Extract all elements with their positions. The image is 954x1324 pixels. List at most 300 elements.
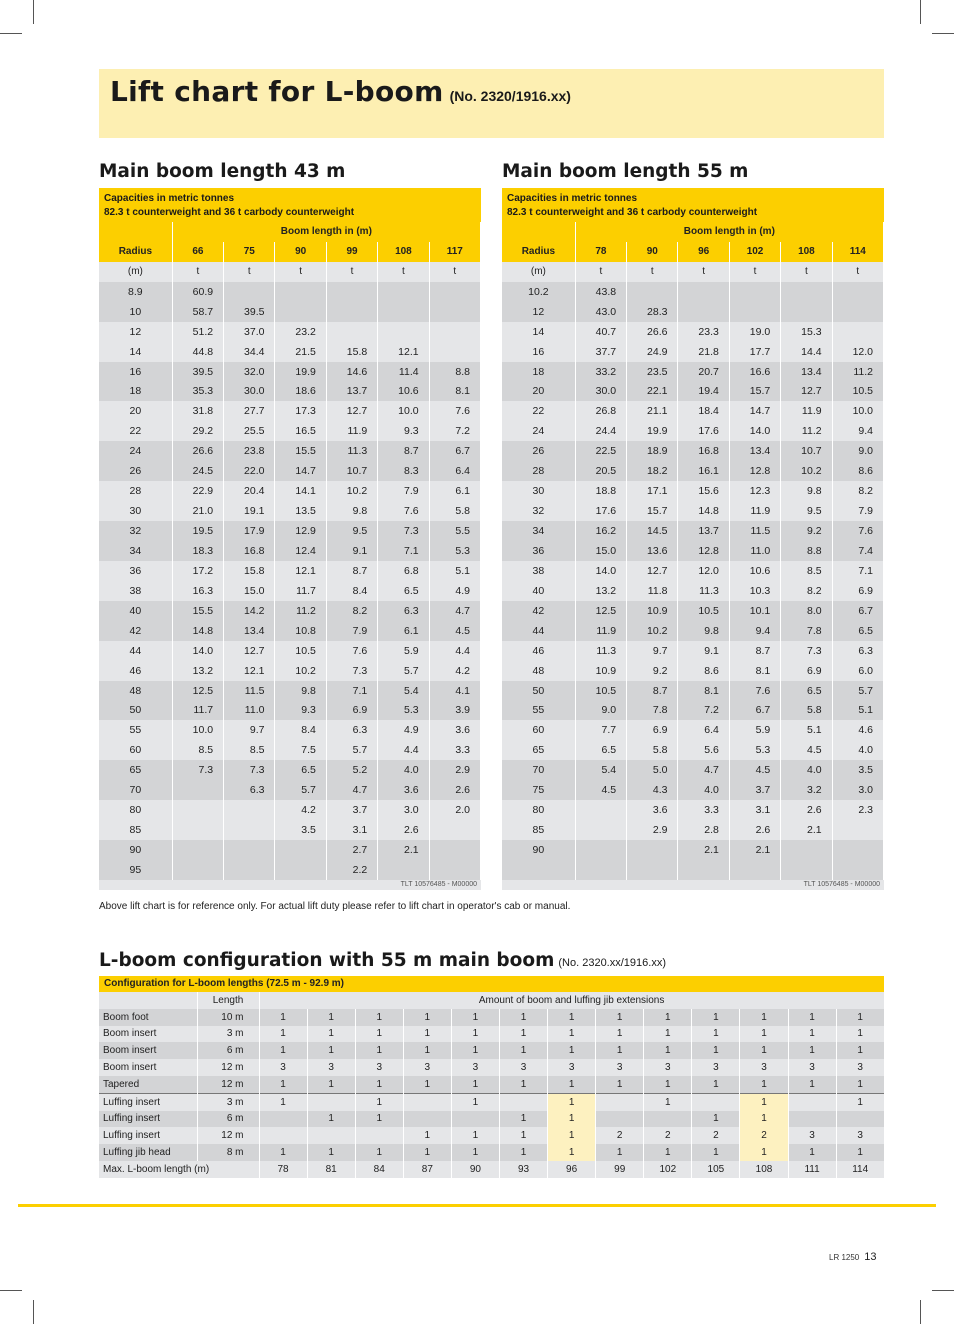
component-count: 3 [836, 1127, 884, 1144]
capacity-cell: 13.7 [326, 382, 377, 402]
unit-cell: t [172, 262, 223, 282]
capacity-cell: 4.5 [729, 760, 780, 780]
capacity-cell: 5.9 [729, 720, 780, 740]
capacity-cell: 6.1 [378, 621, 429, 641]
table-row [502, 840, 884, 860]
capacity-cell: 21.1 [627, 401, 678, 421]
component-count: 1 [499, 1127, 547, 1144]
page-title-sub: (No. 2320/1916.xx) [449, 88, 571, 104]
max-length-value: 93 [499, 1161, 547, 1178]
capacity-cell: 7.5 [275, 740, 326, 760]
component-count: 1 [259, 1009, 307, 1026]
boom-length-header [502, 222, 884, 242]
capacity-cell: 21.5 [275, 342, 326, 362]
capacity-cell: 16.3 [172, 581, 223, 601]
capacity-cell: 18.9 [627, 441, 678, 461]
left-lift-table [99, 188, 481, 890]
capacity-cell: 14.8 [172, 621, 223, 641]
radius-cell: 12 [502, 302, 575, 322]
table-row [99, 840, 481, 860]
component-count [403, 1111, 451, 1128]
capacity-cell: 9.5 [781, 501, 832, 521]
capacity-cell [781, 302, 832, 322]
capacity-cell: 8.8 [429, 362, 480, 382]
component-count: 1 [740, 1093, 788, 1110]
component-count [836, 1111, 884, 1128]
capacity-cell: 40.7 [575, 322, 626, 342]
capacity-cell [575, 800, 626, 820]
table-code: TLT 10576485 - M00000 [99, 880, 481, 890]
capacity-cell: 12.1 [378, 342, 429, 362]
capacity-cell: 2.1 [378, 840, 429, 860]
capacity-cell: 51.2 [172, 322, 223, 342]
capacity-cell: 22.5 [575, 441, 626, 461]
table-row [99, 461, 481, 481]
bottom-rule [18, 1204, 936, 1207]
unit-cell: t [224, 262, 275, 282]
capacity-cell: 8.2 [326, 601, 377, 621]
capacity-cell: 9.4 [729, 621, 780, 641]
capacity-cell: 18.8 [575, 481, 626, 501]
capacity-cell: 15.8 [224, 561, 275, 581]
component-length: 3 m [197, 1026, 259, 1043]
capacity-cell: 11.9 [575, 621, 626, 641]
component-count: 1 [692, 1144, 740, 1161]
capacity-cell: 10.2 [781, 461, 832, 481]
capacity-cell: 3.7 [729, 780, 780, 800]
capacity-cell: 2.6 [378, 820, 429, 840]
radius-cell: 10 [99, 302, 172, 322]
max-length-value: 105 [692, 1161, 740, 1178]
capacity-cell [781, 282, 832, 302]
capacity-cell: 12.0 [678, 561, 729, 581]
capacity-cell: 14.1 [275, 481, 326, 501]
capacity-cell: 15.3 [781, 322, 832, 342]
radius-cell: 30 [502, 481, 575, 501]
table-row [502, 382, 884, 402]
table-row [99, 501, 481, 521]
capacity-cell: 14.5 [627, 521, 678, 541]
component-count: 1 [307, 1009, 355, 1026]
radius-cell: 16 [502, 342, 575, 362]
component-count: 1 [644, 1076, 692, 1093]
table-row [99, 382, 481, 402]
radius-cell: 60 [502, 720, 575, 740]
capacity-cell: 2.6 [781, 800, 832, 820]
capacity-cell: 14.0 [172, 641, 223, 661]
component-name: Luffing insert [99, 1127, 197, 1144]
capacity-cell: 10.8 [275, 621, 326, 641]
blank-cell [99, 992, 197, 1009]
capacity-cell: 3.0 [378, 800, 429, 820]
component-count: 1 [644, 1009, 692, 1026]
capacity-cell: 4.7 [678, 760, 729, 780]
config-row [99, 1009, 884, 1026]
capacity-cell [832, 282, 883, 302]
units-row [502, 262, 884, 282]
component-count: 1 [740, 1076, 788, 1093]
component-length: 8 m [197, 1144, 259, 1161]
component-count: 1 [499, 1076, 547, 1093]
capacity-cell: 35.3 [172, 382, 223, 402]
component-count: 1 [307, 1111, 355, 1128]
table-row [502, 322, 884, 342]
radius-cell: 28 [502, 461, 575, 481]
capacity-cell: 15.5 [275, 441, 326, 461]
capacity-cell: 6.5 [275, 760, 326, 780]
component-count: 1 [307, 1076, 355, 1093]
radius-cell: 18 [502, 362, 575, 382]
radius-cell: 24 [99, 441, 172, 461]
capacity-cell: 12.0 [832, 342, 883, 362]
capacity-cell: 8.0 [781, 601, 832, 621]
capacity-cell: 20.4 [224, 481, 275, 501]
component-count: 1 [307, 1026, 355, 1043]
table-row [502, 362, 884, 382]
capacity-cell: 30.0 [575, 382, 626, 402]
capacity-cell: 9.8 [781, 481, 832, 501]
radius-cell: 85 [502, 820, 575, 840]
capacity-cell [627, 860, 678, 880]
capacity-cell: 18.6 [275, 382, 326, 402]
table-row [99, 740, 481, 760]
capacity-cell: 7.3 [326, 661, 377, 681]
table-row [502, 561, 884, 581]
capacity-cell: 4.4 [429, 641, 480, 661]
capacity-cell: 9.8 [678, 621, 729, 641]
capacity-cell [378, 282, 429, 302]
component-length: 12 m [197, 1076, 259, 1093]
capacity-cell: 23.5 [627, 362, 678, 382]
capacity-cell: 14.0 [729, 421, 780, 441]
radius-cell: 22 [502, 401, 575, 421]
component-count: 3 [596, 1059, 644, 1076]
capacity-cell: 22.9 [172, 481, 223, 501]
max-length-value: 99 [596, 1161, 644, 1178]
capacity-cell: 10.9 [575, 661, 626, 681]
component-length: 10 m [197, 1009, 259, 1026]
radius-cell: 20 [99, 401, 172, 421]
column-header-row [502, 242, 884, 262]
max-length-value: 81 [307, 1161, 355, 1178]
right-grid [502, 222, 884, 880]
component-count: 1 [740, 1026, 788, 1043]
capacity-cell: 12.5 [575, 601, 626, 621]
radius-cell: 90 [99, 840, 172, 860]
radius-cell: 20 [502, 382, 575, 402]
boom-length-label: Boom length in (m) [172, 222, 480, 242]
table-row [502, 760, 884, 780]
capacity-cell: 12.3 [729, 481, 780, 501]
capacity-cell: 10.6 [378, 382, 429, 402]
capacity-cell: 5.3 [378, 701, 429, 721]
capacity-cell: 5.4 [378, 681, 429, 701]
capacity-cell: 16.2 [575, 521, 626, 541]
capacity-cell: 10.9 [627, 601, 678, 621]
capacity-cell: 16.5 [275, 421, 326, 441]
table-row [99, 720, 481, 740]
component-count [692, 1093, 740, 1110]
capacity-cell: 3.7 [326, 800, 377, 820]
radius-cell: 36 [502, 541, 575, 561]
component-count: 1 [355, 1076, 403, 1093]
component-count: 1 [451, 1042, 499, 1059]
capacity-cell: 13.5 [275, 501, 326, 521]
radius-cell: 85 [99, 820, 172, 840]
component-count: 1 [548, 1111, 596, 1128]
capacity-cell: 44.8 [172, 342, 223, 362]
capacity-cell: 19.4 [678, 382, 729, 402]
capacity-cell: 5.2 [326, 760, 377, 780]
table-row [502, 481, 884, 501]
radius-cell: 42 [502, 601, 575, 621]
capacity-cell: 15.0 [575, 541, 626, 561]
capacity-cell: 19.9 [627, 421, 678, 441]
right-lift-table [502, 188, 884, 890]
component-count: 1 [788, 1144, 836, 1161]
max-length-value: 96 [548, 1161, 596, 1178]
component-count: 1 [259, 1144, 307, 1161]
table-row [99, 760, 481, 780]
radius-cell: 24 [502, 421, 575, 441]
capacity-cell: 8.5 [781, 561, 832, 581]
capacity-cell: 6.5 [781, 681, 832, 701]
capacity-cell: 2.8 [678, 820, 729, 840]
capacity-cell: 7.8 [627, 701, 678, 721]
radius-cell: 38 [502, 561, 575, 581]
component-count: 3 [451, 1059, 499, 1076]
capacity-cell: 11.3 [326, 441, 377, 461]
capacity-cell: 12.1 [275, 561, 326, 581]
capacity-cell: 7.3 [224, 760, 275, 780]
component-count: 1 [355, 1042, 403, 1059]
capacity-cell: 11.0 [729, 541, 780, 561]
max-length-value: 84 [355, 1161, 403, 1178]
capacity-cell: 12.7 [224, 641, 275, 661]
length-header: Length [197, 992, 259, 1009]
capacity-cell: 9.8 [275, 681, 326, 701]
capacity-cell: 28.3 [627, 302, 678, 322]
capacity-cell: 11.5 [224, 681, 275, 701]
radius-cell: 32 [502, 501, 575, 521]
capacity-cell: 8.1 [729, 661, 780, 681]
capacity-cell: 24.9 [627, 342, 678, 362]
config-row [99, 1127, 884, 1144]
capacity-cell: 8.7 [326, 561, 377, 581]
component-count: 1 [499, 1042, 547, 1059]
capacity-cell: 9.8 [326, 501, 377, 521]
capacity-cell: 17.3 [275, 401, 326, 421]
boom-length-col: 108 [781, 242, 832, 262]
capacity-cell: 3.6 [627, 800, 678, 820]
boom-length-header [99, 222, 481, 242]
component-count: 1 [499, 1009, 547, 1026]
table-row [99, 441, 481, 461]
capacity-cell: 20.7 [678, 362, 729, 382]
component-count: 3 [548, 1059, 596, 1076]
left-grid [99, 222, 481, 880]
boom-length-col: 117 [429, 242, 480, 262]
capacity-cell: 6.3 [224, 780, 275, 800]
capacity-cell: 8.6 [678, 661, 729, 681]
capacity-cell: 11.9 [326, 421, 377, 441]
capacity-cell: 8.6 [832, 461, 883, 481]
capacity-cell: 7.4 [832, 541, 883, 561]
capacity-cell: 9.5 [326, 521, 377, 541]
config-header: Configuration for L-boom lengths (72.5 m - 92.9 m) [99, 976, 884, 992]
radius-cell: 28 [99, 481, 172, 501]
config-row [99, 1076, 884, 1093]
table-row [502, 780, 884, 800]
capacity-cell: 4.3 [627, 780, 678, 800]
capacity-cell: 6.7 [729, 701, 780, 721]
capacity-cell: 37.0 [224, 322, 275, 342]
capacity-cell: 23.3 [678, 322, 729, 342]
table-row [502, 521, 884, 541]
capacity-cell: 13.4 [729, 441, 780, 461]
component-count: 1 [788, 1009, 836, 1026]
capacity-cell: 9.2 [781, 521, 832, 541]
component-count: 1 [355, 1111, 403, 1128]
capacity-cell: 10.2 [275, 661, 326, 681]
table-row [502, 282, 884, 302]
capacity-cell: 5.1 [781, 720, 832, 740]
capacity-cell: 17.6 [678, 421, 729, 441]
capacity-cell: 11.9 [729, 501, 780, 521]
crop-mark [932, 1290, 954, 1291]
capacity-cell: 15.7 [627, 501, 678, 521]
component-count: 1 [836, 1093, 884, 1110]
component-count: 3 [403, 1059, 451, 1076]
radius-cell: 48 [502, 661, 575, 681]
component-count: 2 [740, 1127, 788, 1144]
capacity-cell: 16.8 [678, 441, 729, 461]
component-count: 3 [499, 1059, 547, 1076]
component-count: 1 [596, 1144, 644, 1161]
capacity-cell: 7.9 [832, 501, 883, 521]
capacity-cell: 4.0 [678, 780, 729, 800]
capacity-cell: 8.2 [781, 581, 832, 601]
component-count: 1 [548, 1127, 596, 1144]
component-count: 1 [788, 1076, 836, 1093]
capacity-cell: 3.9 [429, 701, 480, 721]
config-row [99, 1093, 884, 1110]
page-footer [829, 1251, 877, 1263]
component-length: 12 m [197, 1059, 259, 1076]
capacity-cell: 9.7 [627, 641, 678, 661]
capacity-cell [224, 820, 275, 840]
blank-cell [502, 222, 575, 242]
capacity-cell: 27.7 [224, 401, 275, 421]
capacity-cell: 8.1 [429, 382, 480, 402]
component-count: 2 [644, 1127, 692, 1144]
capacity-cell [172, 800, 223, 820]
capacity-cell: 7.8 [781, 621, 832, 641]
capacity-cell: 6.1 [429, 481, 480, 501]
max-length-value: 111 [788, 1161, 836, 1178]
capacity-cell: 17.6 [575, 501, 626, 521]
reference-note: Above lift chart is for reference only. For actual lift duty please refer to lift chart in operator's cab or manual. [99, 901, 571, 912]
caption-line: 82.3 t counterweight and 36 t carbody counterweight [104, 207, 355, 218]
component-count [788, 1093, 836, 1110]
capacity-cell: 4.5 [429, 621, 480, 641]
capacity-cell: 15.5 [172, 601, 223, 621]
capacity-cell: 33.2 [575, 362, 626, 382]
component-count [451, 1111, 499, 1128]
capacity-cell: 2.7 [326, 840, 377, 860]
capacity-cell: 6.7 [832, 601, 883, 621]
radius-cell: 26 [99, 461, 172, 481]
table-row [502, 860, 884, 880]
capacity-cell: 5.9 [378, 641, 429, 661]
radius-cell: 70 [99, 780, 172, 800]
capacity-cell: 14.7 [729, 401, 780, 421]
capacity-cell: 6.4 [678, 720, 729, 740]
capacity-cell: 9.3 [378, 421, 429, 441]
unit-cell: t [678, 262, 729, 282]
capacity-cell [429, 820, 480, 840]
component-count: 3 [259, 1059, 307, 1076]
capacity-cell: 10.5 [275, 641, 326, 661]
component-count: 1 [548, 1026, 596, 1043]
component-count: 1 [403, 1144, 451, 1161]
capacity-cell: 2.0 [429, 800, 480, 820]
capacity-cell: 13.4 [224, 621, 275, 641]
capacity-cell: 26.8 [575, 401, 626, 421]
capacity-cell: 8.4 [275, 720, 326, 740]
component-name: Luffing insert [99, 1093, 197, 1110]
capacity-cell: 10.2 [326, 481, 377, 501]
capacity-cell [832, 322, 883, 342]
component-count: 1 [836, 1042, 884, 1059]
table-row [502, 701, 884, 721]
table-row [502, 621, 884, 641]
capacity-cell: 4.2 [429, 661, 480, 681]
table-row [99, 621, 481, 641]
capacity-cell: 7.6 [378, 501, 429, 521]
units-row [99, 262, 481, 282]
table-row [99, 481, 481, 501]
capacity-cell [832, 840, 883, 860]
capacity-cell: 3.5 [832, 760, 883, 780]
capacity-cell: 6.5 [575, 740, 626, 760]
capacity-cell [326, 322, 377, 342]
capacity-cell: 4.5 [781, 740, 832, 760]
table-row [99, 401, 481, 421]
table-row [99, 421, 481, 441]
max-length-label: Max. L-boom length (m) [99, 1161, 259, 1178]
capacity-cell [627, 840, 678, 860]
capacity-cell [378, 322, 429, 342]
capacity-cell: 3.2 [781, 780, 832, 800]
component-count: 1 [836, 1026, 884, 1043]
capacity-cell: 11.9 [781, 401, 832, 421]
capacity-cell: 60.9 [172, 282, 223, 302]
max-length-value: 78 [259, 1161, 307, 1178]
capacity-cell: 14.0 [575, 561, 626, 581]
boom-length-col: 66 [172, 242, 223, 262]
capacity-cell [224, 800, 275, 820]
capacity-cell: 8.1 [678, 681, 729, 701]
component-count: 1 [259, 1026, 307, 1043]
component-count: 1 [692, 1026, 740, 1043]
component-count: 1 [644, 1026, 692, 1043]
capacity-cell [224, 860, 275, 880]
component-count: 3 [788, 1127, 836, 1144]
radius-cell: 32 [99, 521, 172, 541]
capacity-cell [224, 840, 275, 860]
boom-length-col: 90 [275, 242, 326, 262]
